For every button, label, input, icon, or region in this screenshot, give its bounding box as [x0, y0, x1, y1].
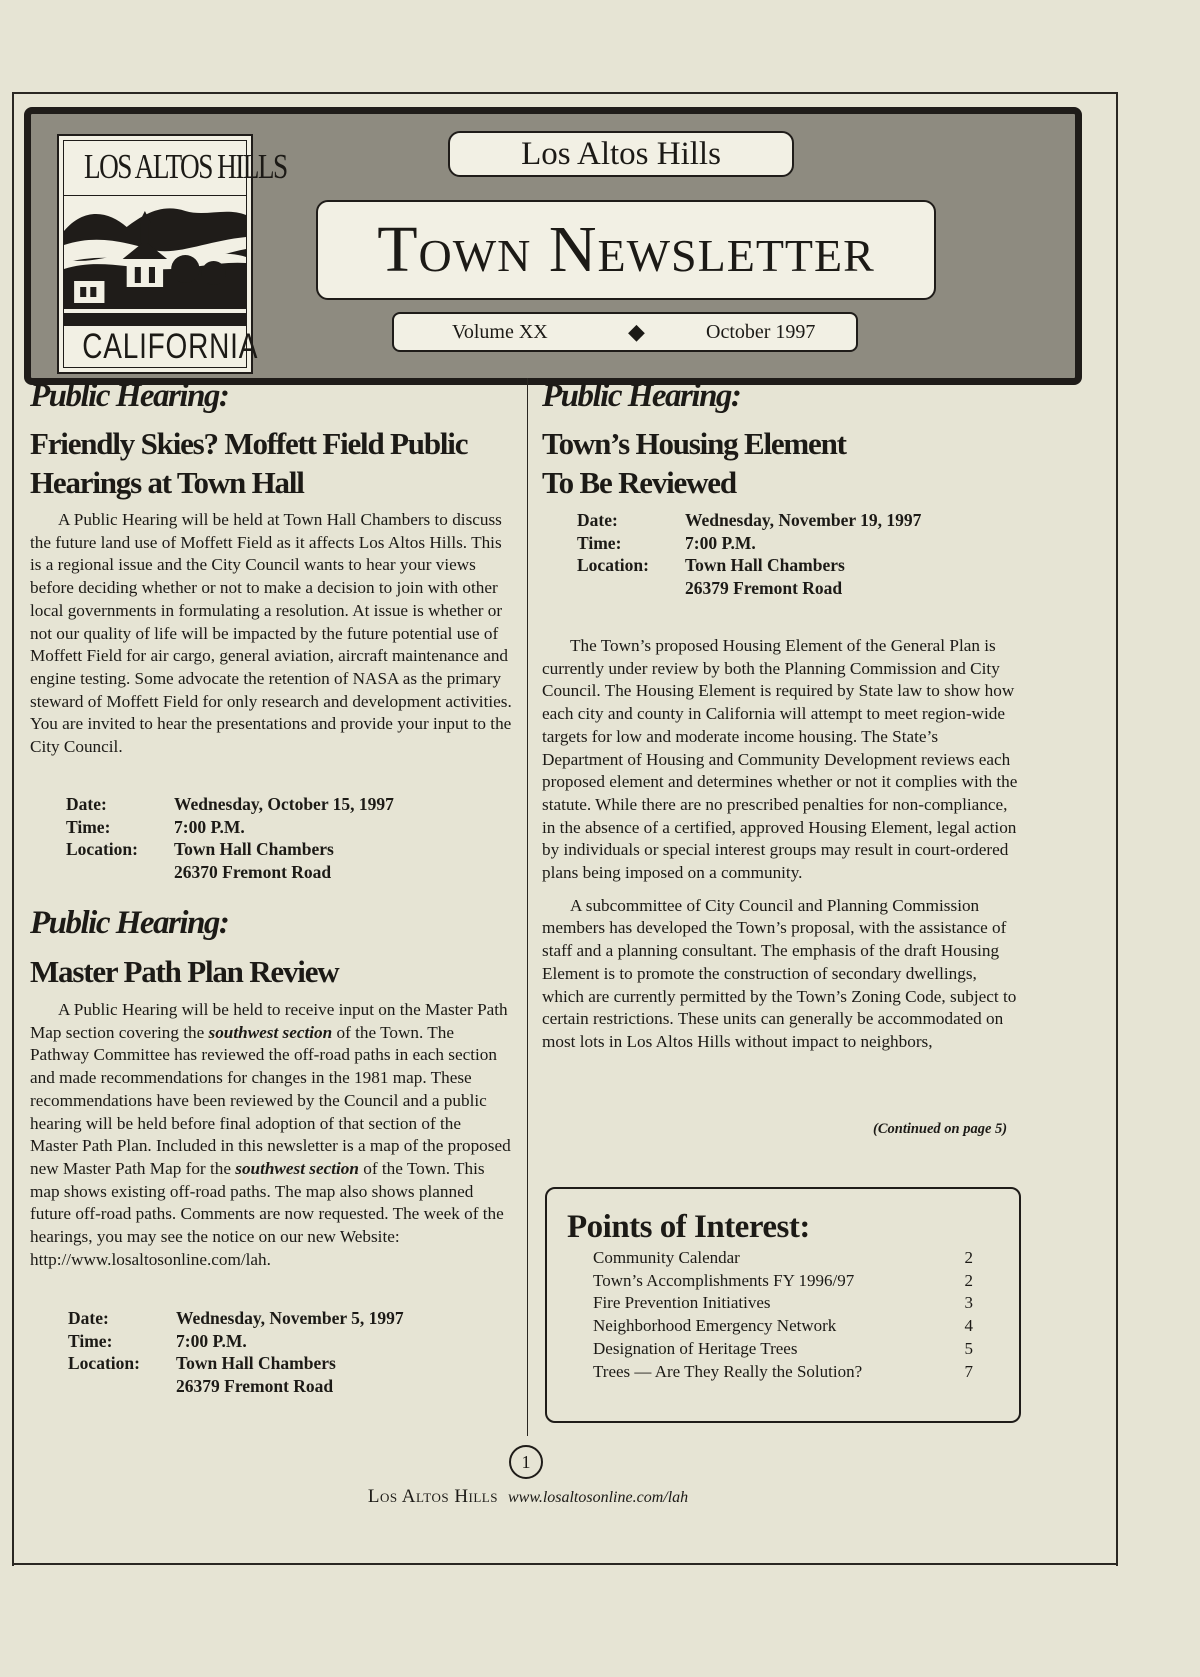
location-label: Location: — [68, 1353, 140, 1374]
location-value: Town Hall Chambers — [176, 1353, 336, 1374]
address-value: 26370 Fremont Road — [174, 862, 332, 883]
poi-item[interactable]: Designation of Heritage Trees 5 — [593, 1338, 973, 1358]
poi-title: Points of Interest: — [567, 1209, 810, 1245]
location-value: Town Hall Chambers — [685, 555, 845, 576]
time-label: Time: — [66, 816, 111, 837]
story1-headline-line2: Hearings at Town Hall — [30, 465, 304, 500]
poi-item[interactable]: Neighborhood Emergency Network 4 — [593, 1316, 973, 1336]
story3-body — [542, 635, 1022, 1054]
story2-kicker: Public Hearing: — [30, 905, 229, 941]
story1-details — [66, 793, 394, 884]
story3-details — [577, 509, 921, 600]
issue-info — [392, 312, 858, 352]
date-value: Wednesday, November 5, 1997 — [176, 1308, 404, 1328]
date-label: Date: — [66, 794, 107, 814]
location-label: Location: — [66, 839, 138, 860]
story3-paragraph1: The Town’s proposed Housing Element of the General Plan is currently under review by both the Planning Commission and City Council. The Housing Element is required by State law to show how each city and county in California will attempt to meet region-wide targets for low and moderate income housing. The State’s Department of Housing and Community Development reviews each proposed element and determines whether or not it complies with the statute. While there are no prescribed penalties for non-compliance, in the absence of a certified, approved Housing Element, legal action by individuals or special interest groups may result in court-ordered plans being imposed on a community. — [542, 636, 1018, 883]
story1-headline-line1: Friendly Skies? Moffett Field Public — [30, 426, 468, 461]
address-value: 26379 Fremont Road — [176, 1376, 334, 1397]
logo-top-text: LOS ALTOS HILLS — [84, 147, 287, 186]
location-label: Location: — [577, 555, 649, 576]
footer-url[interactable]: www.losaltosonline.com/lah — [507, 1489, 689, 1506]
town-logo — [57, 134, 287, 374]
emphasis-southwest: southwest section — [208, 1022, 333, 1042]
volume: Volume XX — [452, 321, 548, 343]
poi-item[interactable]: Town’s Accomplishments FY 1996/97 2 — [593, 1270, 973, 1290]
emphasis-southwest-2: southwest section — [235, 1158, 359, 1178]
story2-body — [30, 999, 512, 1271]
time-value: 7:00 P.M. — [176, 1330, 247, 1351]
story3-kicker: Public Hearing: — [542, 378, 741, 414]
story1-headline — [30, 424, 467, 502]
story3-headline-line1: Town’s Housing Element — [542, 426, 846, 461]
address-value: 26379 Fremont Road — [685, 578, 843, 599]
diamond-icon: ◆ — [628, 319, 645, 344]
story2-paragraph: A Public Hearing will be held to receive input on the Master Path Map section covering the southwest section of the Town. The Pathway Committee has reviewed the off-road paths in each section and made recommendations for changes in the 1981 map. These recommendations have been reviewed by the Council and a public hearing will be held before final adoption of that section of the Master Path Plan. Included in this newsletter is a map of the proposed new Master Path Map for the southwest section of the Town. This map shows existing off-road paths. The map also shows planned future off-road paths. Comments are now requested. The week of the hearings, you may see the notice on our new Website: http://www.losaltosonline.com/lah. — [30, 1000, 511, 1269]
date-value: Wednesday, October 15, 1997 — [174, 794, 394, 814]
footer-town: Los Altos Hills — [367, 1486, 498, 1507]
date-value: Wednesday, November 19, 1997 — [685, 510, 922, 530]
town-name: Los Altos Hills — [448, 131, 794, 177]
logo-bottom-text: CALIFORNIA — [82, 327, 259, 366]
poi-list — [593, 1247, 973, 1383]
time-label: Time: — [577, 532, 622, 553]
time-value: 7:00 P.M. — [174, 816, 245, 837]
points-of-interest — [545, 1187, 1021, 1423]
column-divider — [527, 378, 528, 1436]
continued-note: (Continued on page 5) — [873, 1121, 1008, 1137]
story3-headline-line2: To Be Reviewed — [542, 465, 736, 500]
story3-headline — [542, 424, 846, 502]
story1-body — [30, 509, 512, 759]
story1-paragraph: A Public Hearing will be held at Town Hall Chambers to discuss the future land use of Moffett Field as it affects Los Altos Hills. This is a regional issue and the City Council wants to hear your views before deciding whether or not to make a decision to join with other local governments in formulating a resolution. At issue is whether or not our quality of life will be impacted by the future potential use of Moffett Field for air cargo, general aviation, aircraft maintenance and engine testing. Some advocate the retention of NASA as the primary steward of Moffett Field for only research and development activities. You are invited to hear the presentations and provide your input to the City Council. — [30, 510, 512, 757]
poi-item[interactable]: Community Calendar 2 — [593, 1248, 973, 1267]
location-value: Town Hall Chambers — [174, 839, 334, 860]
date-label: Date: — [577, 510, 618, 530]
hills-church-icon — [64, 197, 246, 325]
footer — [0, 1486, 1128, 1508]
time-value: 7:00 P.M. — [685, 532, 756, 553]
newsletter-title — [316, 200, 936, 300]
date-label: Date: — [68, 1308, 109, 1328]
time-label: Time: — [68, 1330, 113, 1351]
story2-headline: Master Path Plan Review — [30, 954, 339, 989]
story3-paragraph2: A subcommittee of City Council and Planning Commission members has developed the Town’s proposal, with the assistance of staff and a planning consultant. The emphasis of the draft Housing Element is to promote the construction of secondary dwellings, which are currently permitted by the Town’s Zoning Code, subject to certain restrictions. These units can generally be accommodated on most lots in Los Altos Hills without impact to neighbors, — [542, 895, 1017, 1051]
poi-item[interactable]: Fire Prevention Initiatives 3 — [593, 1293, 973, 1313]
issue-date: October 1997 — [706, 321, 816, 343]
newsletter-title-text: Town Newsletter — [377, 213, 875, 286]
page-number: 1 — [509, 1445, 543, 1479]
story2-details — [68, 1307, 404, 1398]
page-bottom-rule — [12, 1563, 1116, 1565]
story1-kicker: Public Hearing: — [30, 378, 229, 414]
poi-item[interactable]: Trees — Are They Really the Solution? 7 — [593, 1361, 973, 1381]
